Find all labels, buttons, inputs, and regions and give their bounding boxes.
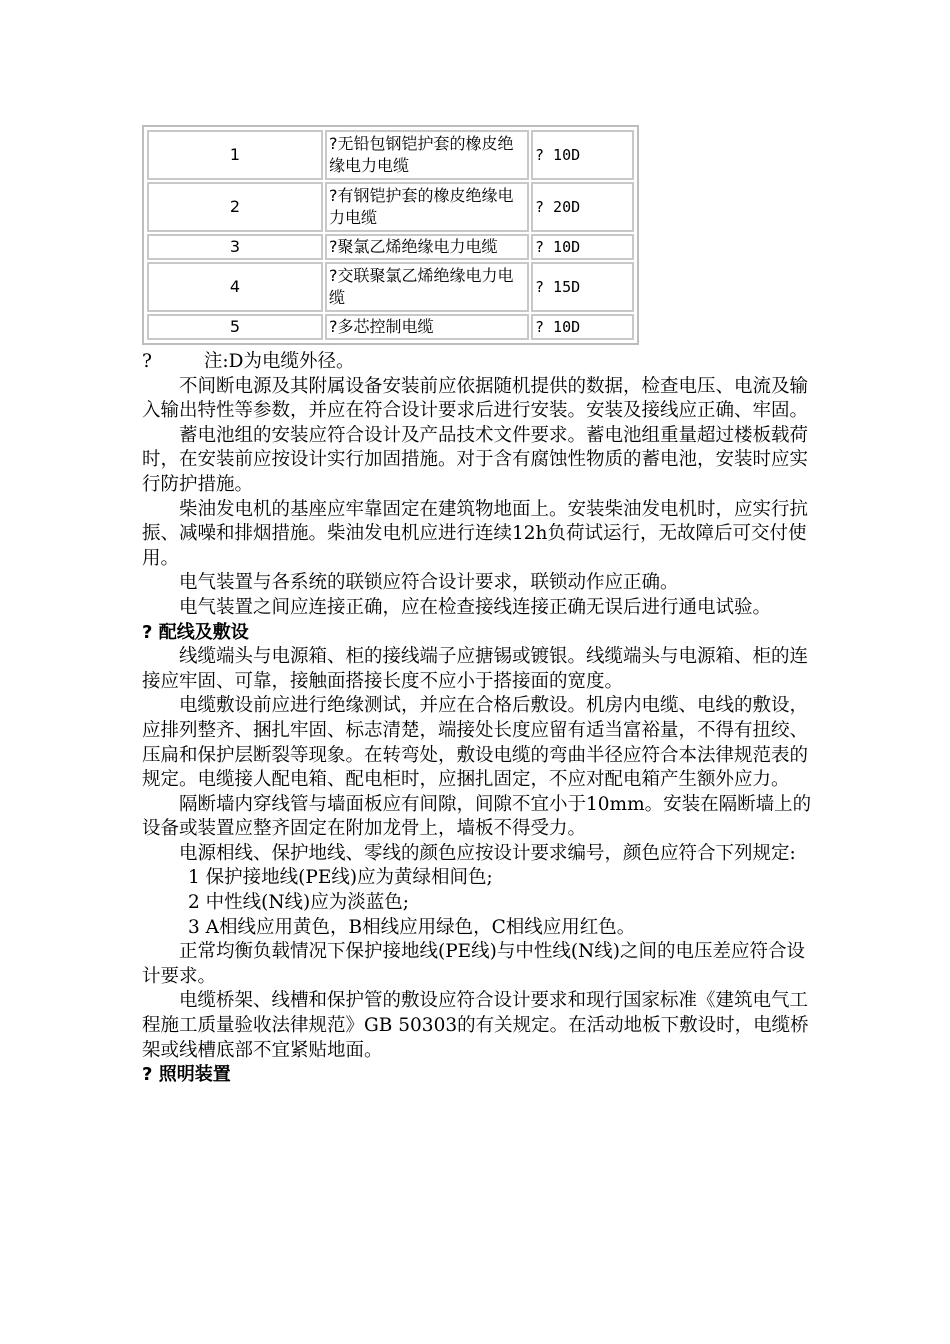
note-text: 注:D为电缆外径。 [203,351,355,372]
table-row [147,130,634,180]
paragraph: 电气装置与各系统的联锁应符合设计要求，联锁动作应正确。 [179,572,679,594]
paragraph: 隔断墙内穿线管与墙面板应有间隙，间隙不宜小于10mm。安装在隔断墙上的设备或装置应整齐固定在附加龙骨上，墙板不得受力。 [142,793,812,840]
cable-type: ?交联聚氯乙烯绝缘电力电缆 [325,262,529,312]
bend-radius: ? 10D [531,314,634,340]
paragraph: 蓄电池组的安装应符合设计及产品技术文件要求。蓄电池组重量超过楼板载荷时，在安装前应按设计实行加固措施。对于含有腐蚀性物质的蓄电池，安装时应实行防护措施。 [142,424,809,495]
note-mark: ? [142,351,152,372]
row-number: 4 [147,262,323,312]
cable-type: ?无铅包钢铠护套的橡皮绝缘电力电缆 [325,130,529,180]
row-number: 2 [147,182,323,232]
paragraph: 电缆敷设前应进行绝缘测试，并应在合格后敷设。机房内电缆、电线的敷设，应排列整齐、捆扎牢固、标志清楚，端接处长度应留有适当富裕量，不得有扭绞、压扁和保护层断裂等现象。在转弯处，敷设电缆的弯曲半径应符合本法律规范表的规定。电缆接人配电箱、配电柜时，应捆扎固定，不应对配电箱产生额外应力。 [142,695,809,791]
bend-radius: ? 10D [531,234,634,260]
paragraph: 电源相线、保护地线、零线的颜色应按设计要求编号，颜色应符合下列规定: [179,842,796,864]
section-heading-lighting: ? 照明装置 [142,1064,231,1086]
table-note [142,350,822,375]
list-item: 1 保护接地线(PE线)应为黄绿相间色; [188,867,493,889]
cable-type: ?有钢铠护套的橡皮绝缘电力电缆 [325,182,529,232]
paragraph: 不间断电源及其附属设备安装前应依据随机提供的数据，检查电压、电流及输入输出特性等参数，并应在符合设计要求后进行安装。安装及接线应正确、牢固。 [142,375,809,422]
table-row [147,262,634,312]
paragraph: 线缆端头与电源箱、柜的接线端子应搪锡或镀银。线缆端头与电源箱、柜的连接应牢固、可靠，接触面搭接长度不应小于搭接面的宽度。 [142,646,809,692]
table-row [147,182,634,232]
table-row [147,234,634,260]
list-item: 2 中性线(N线)应为淡蓝色; [188,892,410,914]
document-body [142,350,822,1088]
section-heading-wiring: ? 配线及敷设 [142,621,249,643]
bend-radius: ? 15D [531,262,634,312]
row-number: 1 [147,130,323,180]
bend-radius: ? 10D [531,130,634,180]
paragraph: 电气装置之间应连接正确，应在检查接线连接正确无误后进行通电试验。 [179,596,772,618]
list-item: 3 A相线应用黄色，B相线应用绿色，C相线应用红色。 [188,916,636,938]
bend-radius: ? 20D [531,182,634,232]
cable-type: ?聚氯乙烯绝缘电力电缆 [325,234,529,260]
row-number: 3 [147,234,323,260]
paragraph: 柴油发电机的基座应牢靠固定在建筑物地面上。安装柴油发电机时，应实行抗振、减噪和排烟措施。柴油发电机应进行连续12h负荷试运行，无故障后可交付使用。 [142,498,809,569]
cable-bend-radius-table [142,125,639,345]
paragraph: 电缆桥架、线槽和保护管的敷设应符合设计要求和现行国家标准《建筑电气工程施工质量验收法律规范》GB 50303的有关规定。在活动地板下敷设时，电缆桥架或线槽底部不宜紧贴地面。 [142,990,809,1061]
paragraph: 正常均衡负载情况下保护接地线(PE线)与中性线(N线)之间的电压差应符合设计要求。 [142,941,806,987]
spec-table [145,128,636,342]
cable-type: ?多芯控制电缆 [325,314,529,340]
row-number: 5 [147,314,323,340]
table-row [147,314,634,340]
